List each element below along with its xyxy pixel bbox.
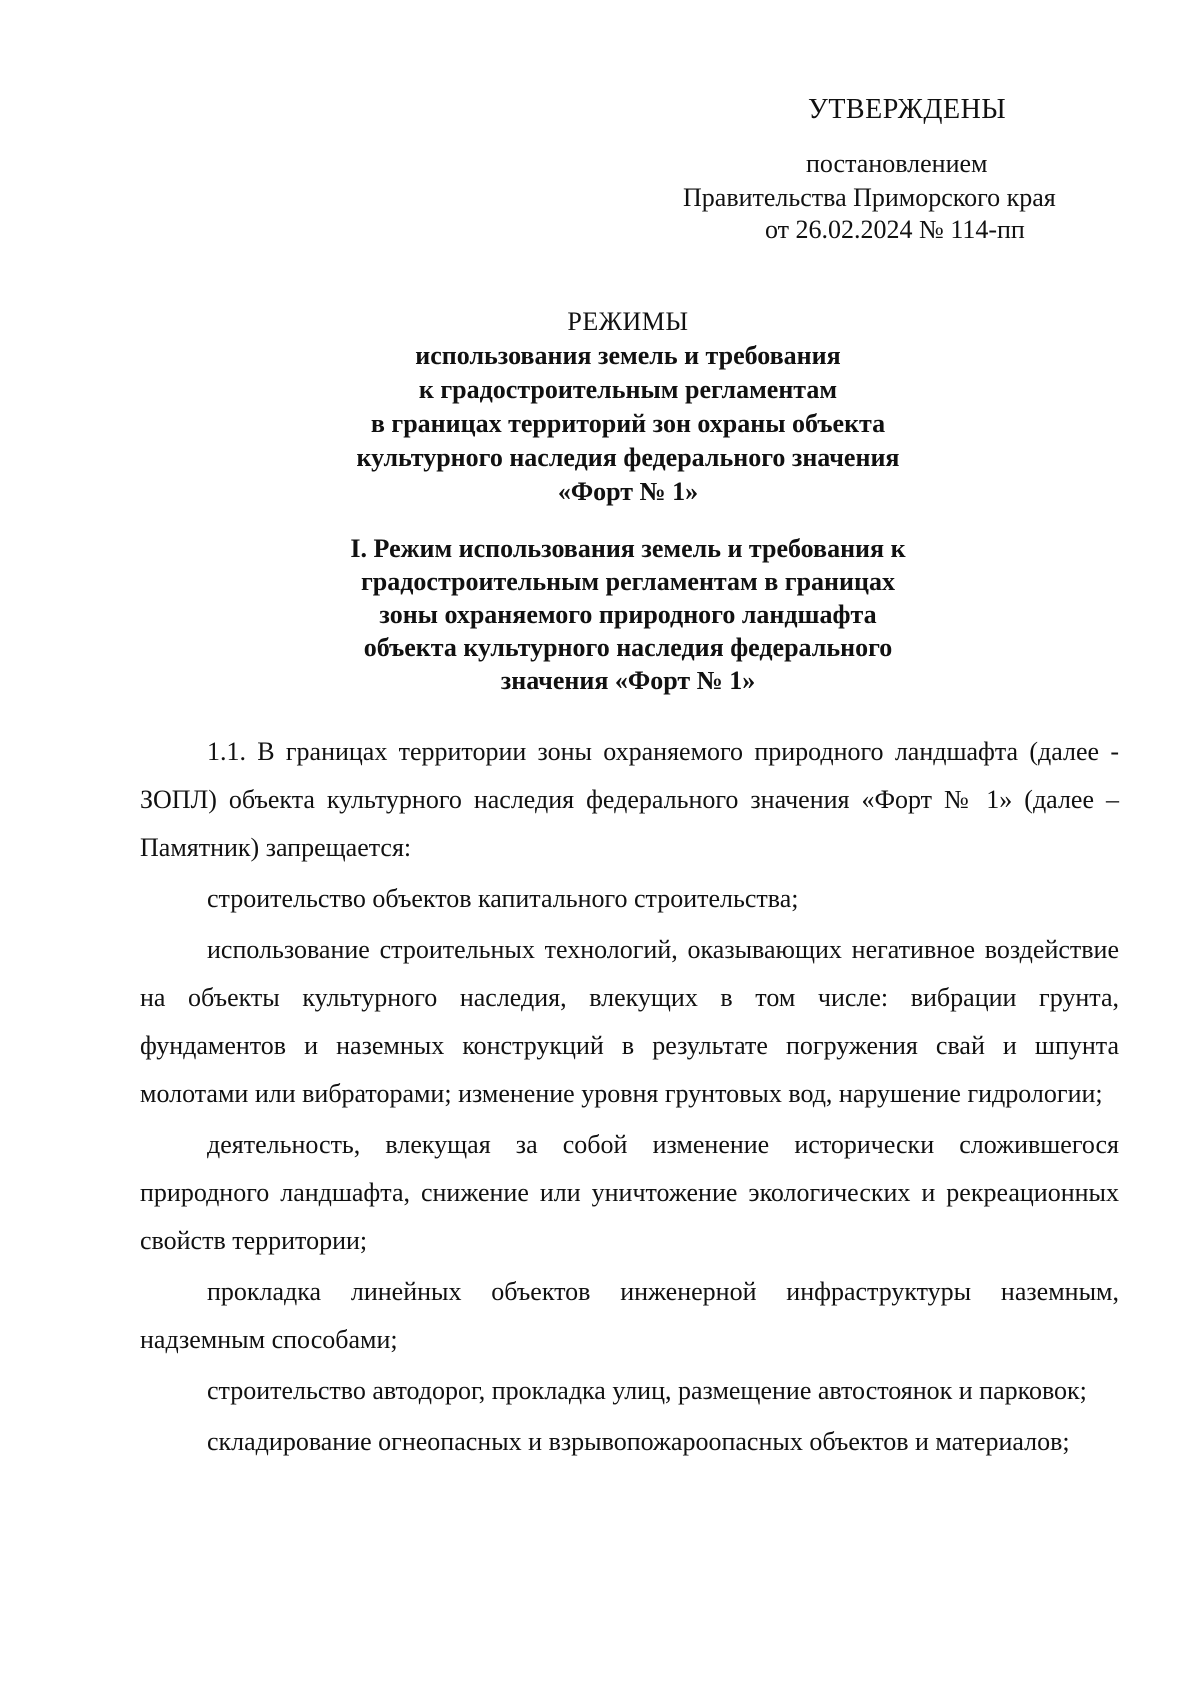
approval-line-resolution: постановлением [806,149,988,178]
document-title-line: «Форт № 1» [557,477,699,506]
approval-line-government: Правительства Приморского края [683,183,1056,212]
approval-title: УТВЕРЖДЕНЫ [808,94,1007,125]
document-body [140,728,1119,1469]
section-heading-line: зоны охраняемого природного ландшафта [379,600,877,629]
paragraph-1-1: 1.1. В границах территории зоны охраняемого природного ландшафта (далее - ЗОПЛ) объекта культурного наследия федерального значения «Форт № 1» (далее – Памятник) запрещается: [140,737,1119,862]
document-title-line: культурного наследия федерального значения [356,443,900,472]
section-heading-line: I. Режим использования земель и требования к [350,534,906,563]
document-title-line: к градостроительным регламентам [418,375,838,404]
paragraph-item: складирование огнеопасных и взрывопожароопасных объектов и материалов; [207,1427,1070,1456]
document-title-kind: РЕЖИМЫ [567,307,689,336]
paragraph-item: деятельность, влекущая за собой изменение исторически сложившегося природного ландшафта, снижение или уничтожение экологических и рекреационных свойств территории; [140,1130,1119,1255]
paragraph-item: прокладка линейных объектов инженерной инфраструктуры наземным, надземным способами; [140,1277,1119,1354]
section-heading-line: градостроительным регламентам в границах [361,567,895,596]
section-heading [0,532,1200,697]
document-title [0,305,1200,509]
approval-line-date-number: от 26.02.2024 № 114-пп [765,215,1025,244]
paragraph-item: строительство объектов капитального строительства; [207,884,799,913]
section-heading-line: значения «Форт № 1» [500,666,756,695]
document-title-line: в границах территорий зон охраны объекта [370,409,886,438]
paragraph-item: использование строительных технологий, оказывающих негативное воздействие на объекты культурного наследия, влекущих в том числе: вибрации грунта, фундаментов и наземных конструкций в результате погружения свай и шпунта молотами или вибраторами; изменение уровня грунтовых вод, нарушение гидрологии; [140,935,1119,1108]
document-title-line: использования земель и требования [415,341,841,370]
section-heading-line: объекта культурного наследия федерального [363,633,893,662]
paragraph-item: строительство автодорог, прокладка улиц, размещение автостоянок и парковок; [207,1376,1087,1405]
